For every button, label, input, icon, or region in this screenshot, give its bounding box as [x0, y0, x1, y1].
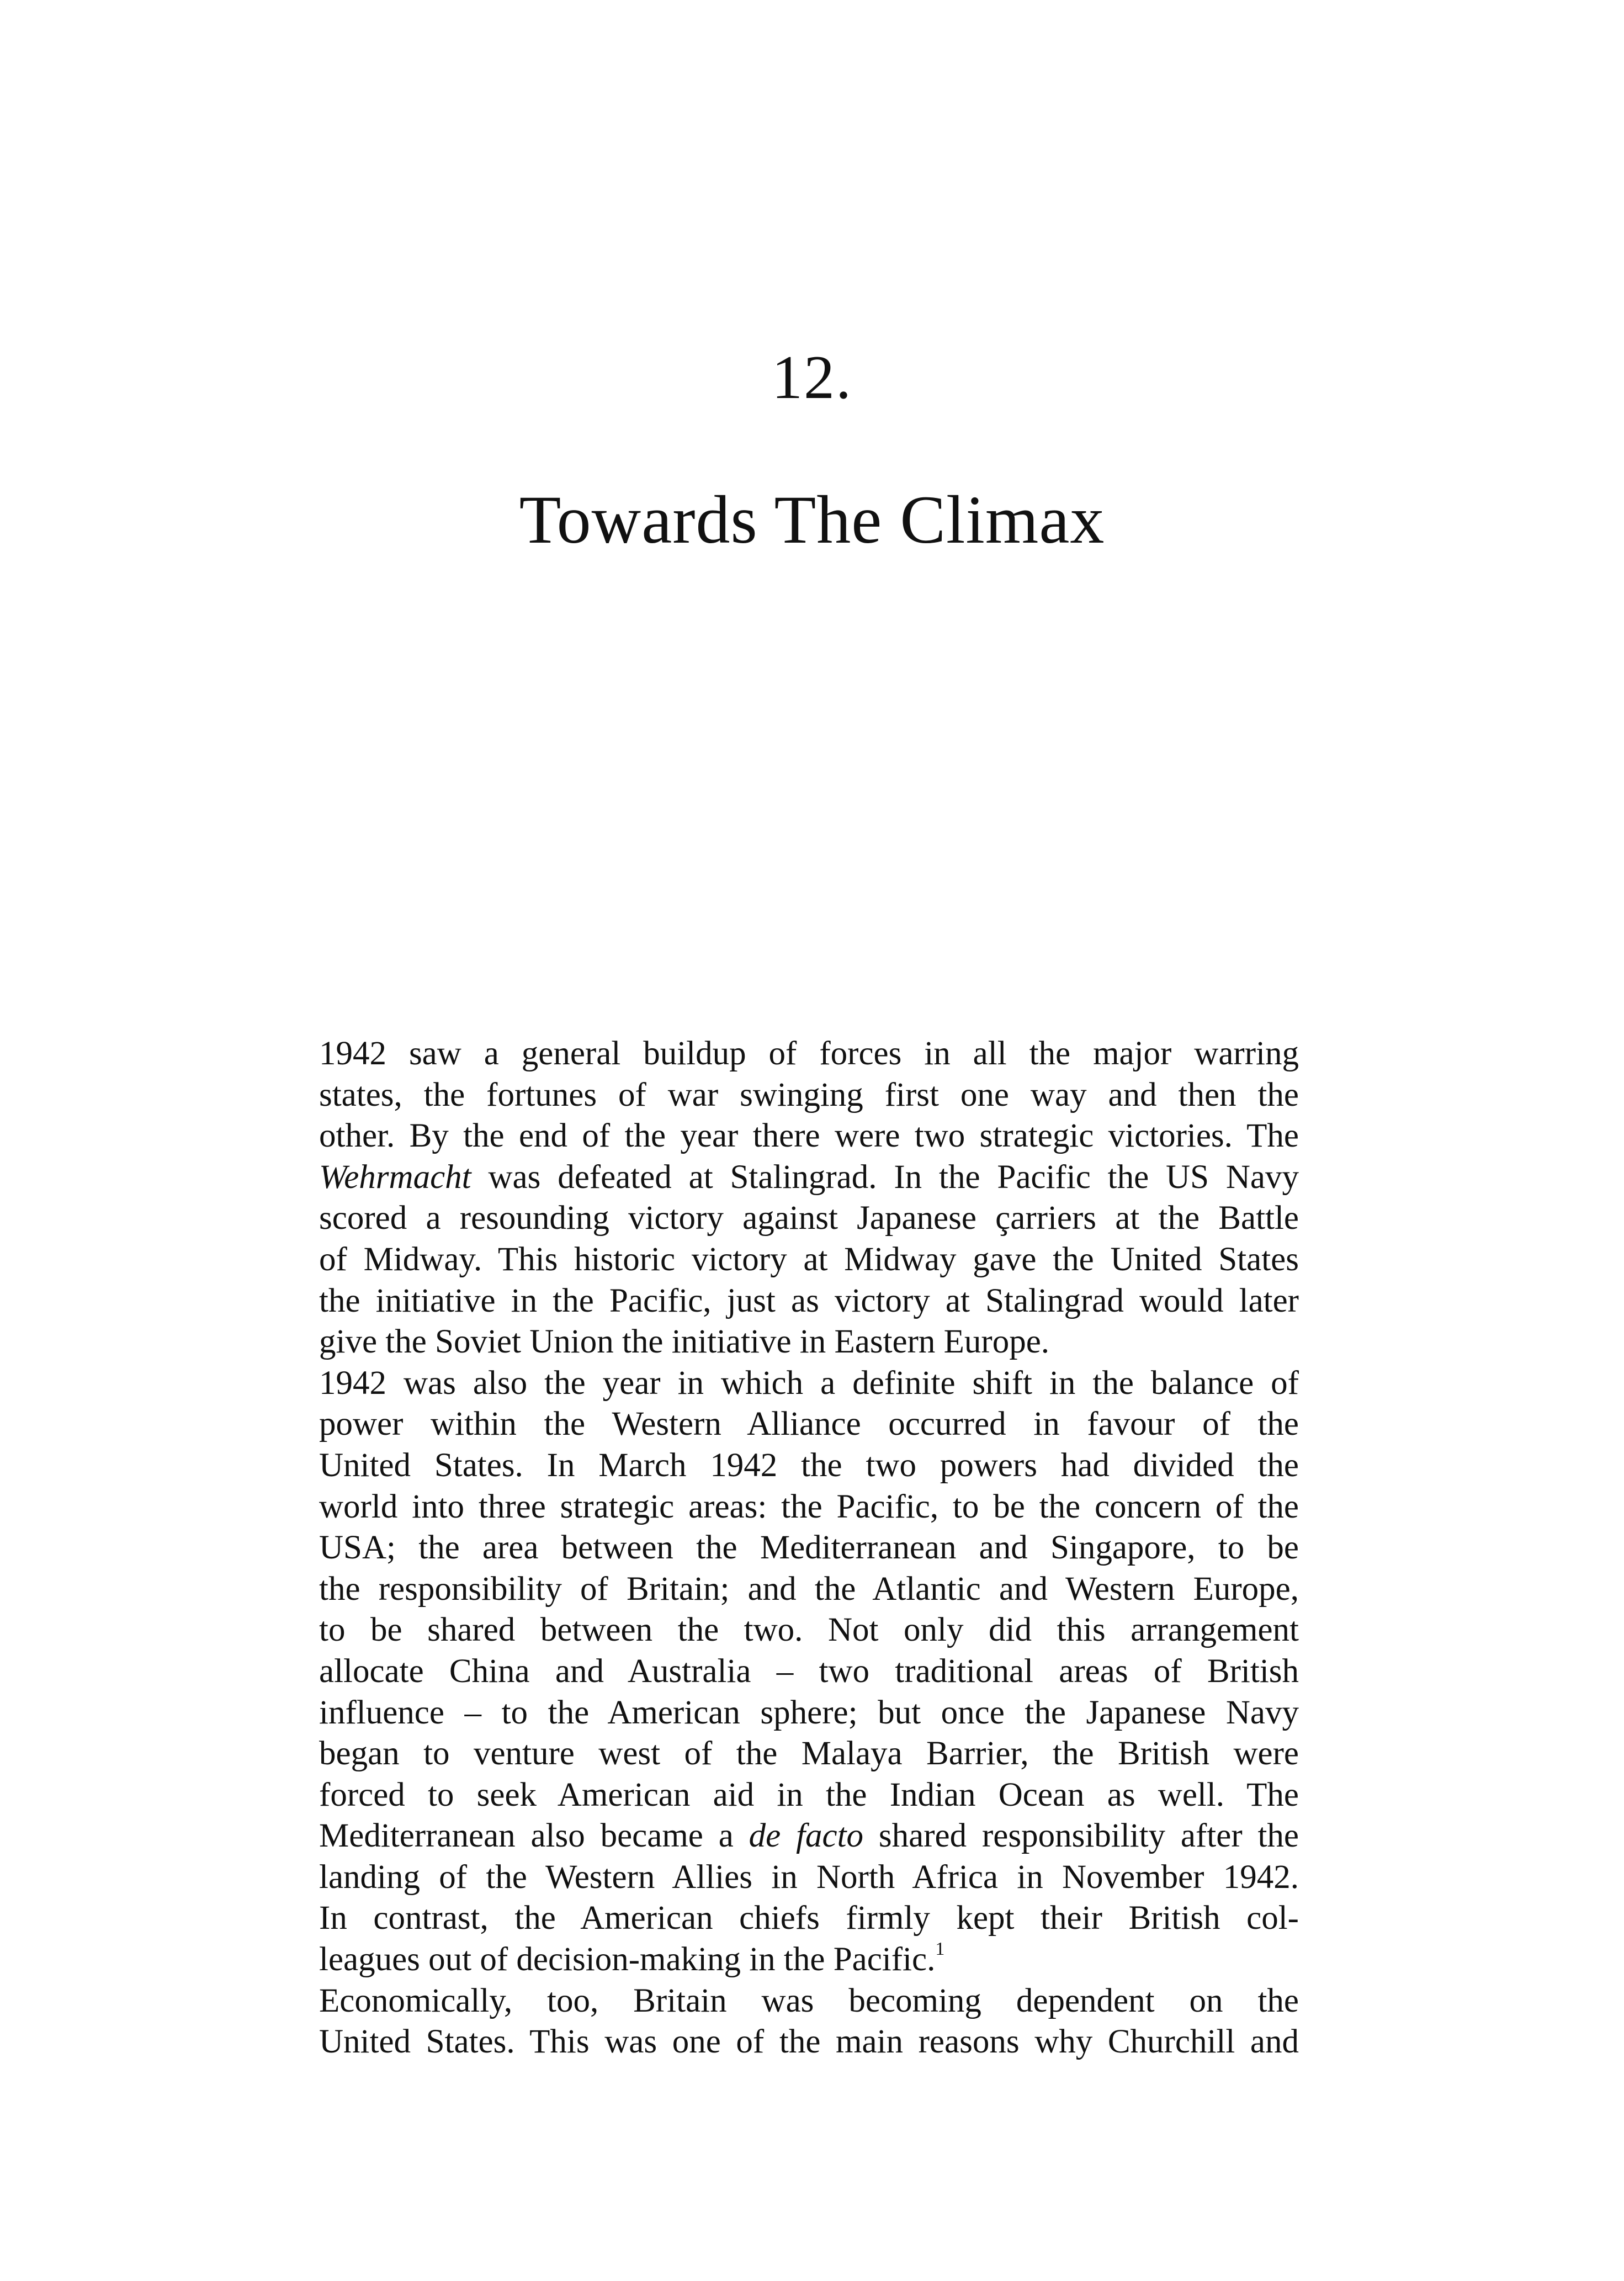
text-line: United States. This was one of the main reasons why Churchill and	[319, 2023, 1299, 2061]
text-line: landing of the Western Allies in North Africa in November 1942.	[319, 1858, 1299, 1896]
text-line: states, the fortunes of war swinging first one way and then the	[319, 1076, 1299, 1113]
text-line: In contrast, the American chiefs firmly kept their British col-	[319, 1900, 1299, 1937]
text-line: give the Soviet Union the initiative in Eastern Europe.	[319, 1323, 1050, 1361]
text-line: forced to seek American aid in the Indian Ocean as well. The	[319, 1776, 1299, 1813]
paragraph-3	[319, 1981, 1299, 2063]
text-line: the initiative in the Pacific, just as victory at Stalingrad would later	[319, 1282, 1299, 1319]
text-line: scored a resounding victory against Japanese çarriers at the Battle	[319, 1200, 1299, 1237]
text-line: power within the Western Alliance occurred in favour of the	[319, 1405, 1299, 1443]
body-text	[319, 1033, 1299, 2063]
text-line: United States. In March 1942 the two powers had divided the	[319, 1446, 1299, 1484]
chapter-number: 12.	[772, 343, 852, 412]
text-line: of Midway. This historic victory at Midway gave the United States	[319, 1240, 1299, 1278]
footnote-marker: 1	[935, 1939, 945, 1960]
text-line: USA; the area between the Mediterranean and Singapore, to be	[319, 1529, 1299, 1567]
text-line: 1942 was also the year in which a definite shift in the balance of	[319, 1364, 1299, 1402]
text-line: Mediterranean also became a de facto shared responsibility after the	[319, 1817, 1299, 1855]
text-line: Wehrmacht was defeated at Stalingrad. In the Pacific the US Navy	[319, 1158, 1299, 1196]
text-line: 1942 saw a general buildup of forces in all the major warring	[319, 1035, 1299, 1072]
chapter-title: Towards The Climax	[519, 482, 1105, 558]
text-line: began to venture west of the Malaya Barrier, the British were	[319, 1735, 1299, 1773]
text-line: to be shared between the two. Not only did this arrangement	[319, 1611, 1299, 1649]
text-line: the responsibility of Britain; and the Atlantic and Western Europe,	[319, 1570, 1299, 1608]
text-line: influence – to the American sphere; but once the Japanese Navy	[319, 1694, 1299, 1731]
italic-term: Wehrmacht	[319, 1158, 471, 1196]
italic-term: de facto	[749, 1817, 864, 1855]
text-line: other. By the end of the year there were two strategic victories. The	[319, 1117, 1299, 1155]
text-line: Economically, too, Britain was becoming dependent on the	[319, 1982, 1299, 2019]
text-line: allocate China and Australia – two traditional areas of British	[319, 1652, 1299, 1690]
text-line: world into three strategic areas: the Pacific, to be the concern of the	[319, 1488, 1299, 1525]
paragraph-2	[319, 1363, 1299, 1981]
paragraph-1	[319, 1033, 1299, 1363]
text-line: leagues out of decision-making in the Pacific.$^1$	[319, 1939, 945, 1978]
